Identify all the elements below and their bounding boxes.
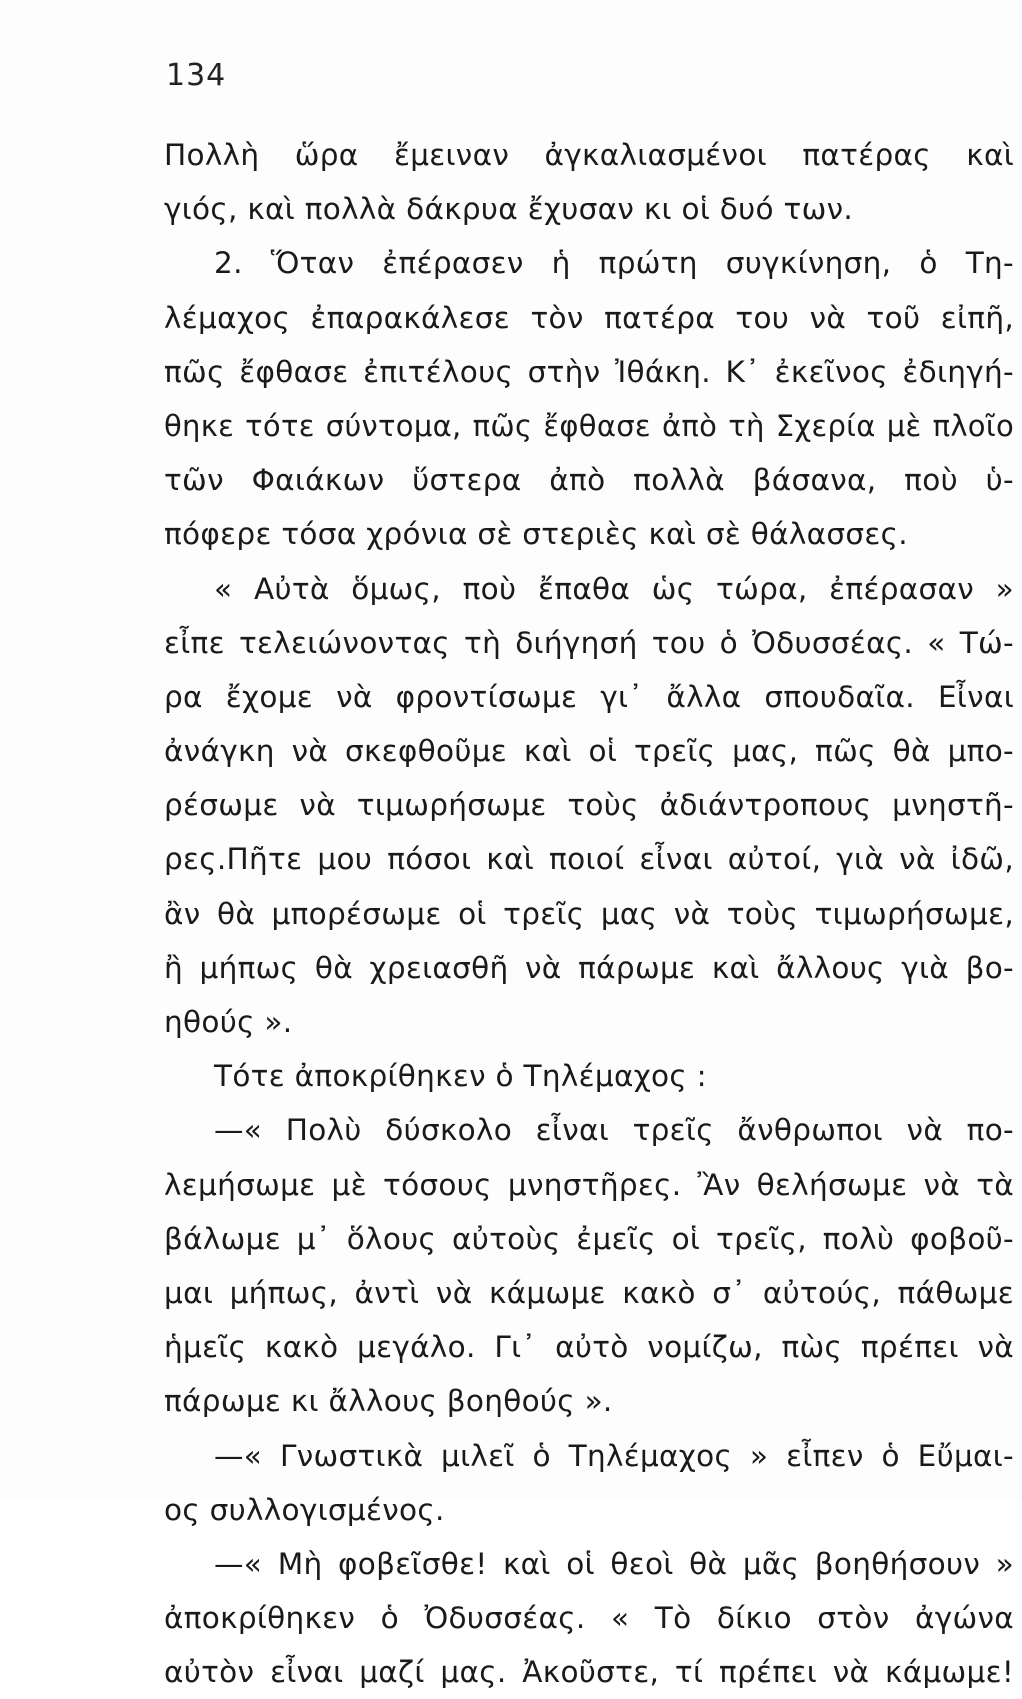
text-line: βάλωμε μ᾽ ὅλους αὐτοὺς ἐμεῖς οἱ τρεῖς, πολὺ φοβοῦ- [164, 1221, 1014, 1256]
text-line: ρες.Πῆτε μου πόσοι καὶ ποιοί εἶναι αὐτοί, γιὰ νὰ ἰδῶ, [164, 842, 1014, 877]
text-line: λέμαχος ἐπαρακάλεσε τὸν πατέρα του νὰ τοῦ εἰπῆ, [164, 300, 1014, 335]
text-line: ἡμεῖς κακὸ μεγάλο. Γι᾽ αὐτὸ νομίζω, πὼς πρέπει νὰ [164, 1330, 1014, 1365]
text-line: θηκε τότε σύντομα, πῶς ἔφθασε ἀπὸ τὴ Σχερία μὲ πλοῖο [164, 408, 1014, 443]
text-line: γιός, καὶ πολλὰ δάκρυα ἔχυσαν κι οἱ δυό των. [164, 192, 854, 227]
text-line: εἶπε τελειώνοντας τὴ διήγησή του ὁ Ὀδυσσέας. « Τώ- [164, 625, 1014, 660]
text-line: Πολλὴ ὥρα ἔμειναν ἀγκαλιασμένοι πατέρας καὶ [164, 138, 1014, 172]
text-line: —« Πολὺ δύσκολο εἶναι τρεῖς ἄνθρωποι νὰ πο- [214, 1113, 1014, 1148]
text-line: ος συλλογισμένος. [164, 1492, 445, 1527]
body-text [164, 128, 1014, 1699]
text-line: ρέσωμε νὰ τιμωρήσωμε τοὺς ἀδιάντροπους μνηστῆ- [164, 788, 1014, 823]
text-line: ἢ μήπως θὰ χρειασθῆ νὰ πάρωμε καὶ ἄλλους γιὰ βο- [164, 950, 1014, 985]
text-line: —« Μὴ φοβεῖσθε! καὶ οἱ θεοὶ θὰ μᾶς βοηθήσουν » [214, 1546, 1014, 1581]
text-line: λεμήσωμε μὲ τόσους μνηστῆρες. Ἂν θελήσωμε νὰ τὰ [164, 1167, 1014, 1202]
text-line: πάρωμε κι ἄλλους βοηθούς ». [164, 1384, 613, 1419]
text-line: αὐτὸν εἶναι μαζί μας. Ἀκοῦστε, τί πρέπει νὰ κάμωμε! [164, 1655, 1014, 1690]
page-number: 134 [166, 58, 227, 93]
text-line: —« Γνωστικὰ μιλεῖ ὁ Τηλέμαχος » εἶπεν ὁ Εὔμαι- [214, 1438, 1014, 1473]
text-line: ἀνάγκη νὰ σκεφθοῦμε καὶ οἱ τρεῖς μας, πῶς θὰ μπο- [164, 734, 1014, 769]
text-line: ρα ἔχομε νὰ φροντίσωμε γι᾽ ἄλλα σπουδαῖα. Εἶναι [164, 679, 1014, 714]
text-line: τῶν Φαιάκων ὕστερα ἀπὸ πολλὰ βάσανα, ποὺ ὑ- [164, 463, 1014, 498]
text-line: μαι μήπως, ἀντὶ νὰ κάμωμε κακὸ σ᾽ αὐτούς, πάθωμε [164, 1275, 1014, 1310]
text-line: 2. Ὅταν ἐπέρασεν ἡ πρώτη συγκίνηση, ὁ Τη- [214, 246, 1014, 281]
text-line: πῶς ἔφθασε ἐπιτέλους στὴν Ἰθάκη. Κ᾽ ἐκεῖνος ἐδιηγή- [164, 354, 1014, 389]
text-line: ἂν θὰ μπορέσωμε οἱ τρεῖς μας νὰ τοὺς τιμωρήσωμε, [164, 896, 1014, 931]
text-line: πόφερε τόσα χρόνια σὲ στεριὲς καὶ σὲ θάλασσες. [164, 517, 908, 552]
text-line: « Αὐτὰ ὅμως, ποὺ ἔπαθα ὡς τώρα, ἐπέρασαν » [214, 571, 1014, 606]
text-line: Τότε ἀποκρίθηκεν ὁ Τηλέμαχος : [214, 1059, 707, 1094]
text-line: ηθούς ». [164, 1005, 293, 1039]
text-line: ἀποκρίθηκεν ὁ Ὀδυσσέας. « Τὸ δίκιο στὸν ἀγώνα [164, 1601, 1014, 1636]
